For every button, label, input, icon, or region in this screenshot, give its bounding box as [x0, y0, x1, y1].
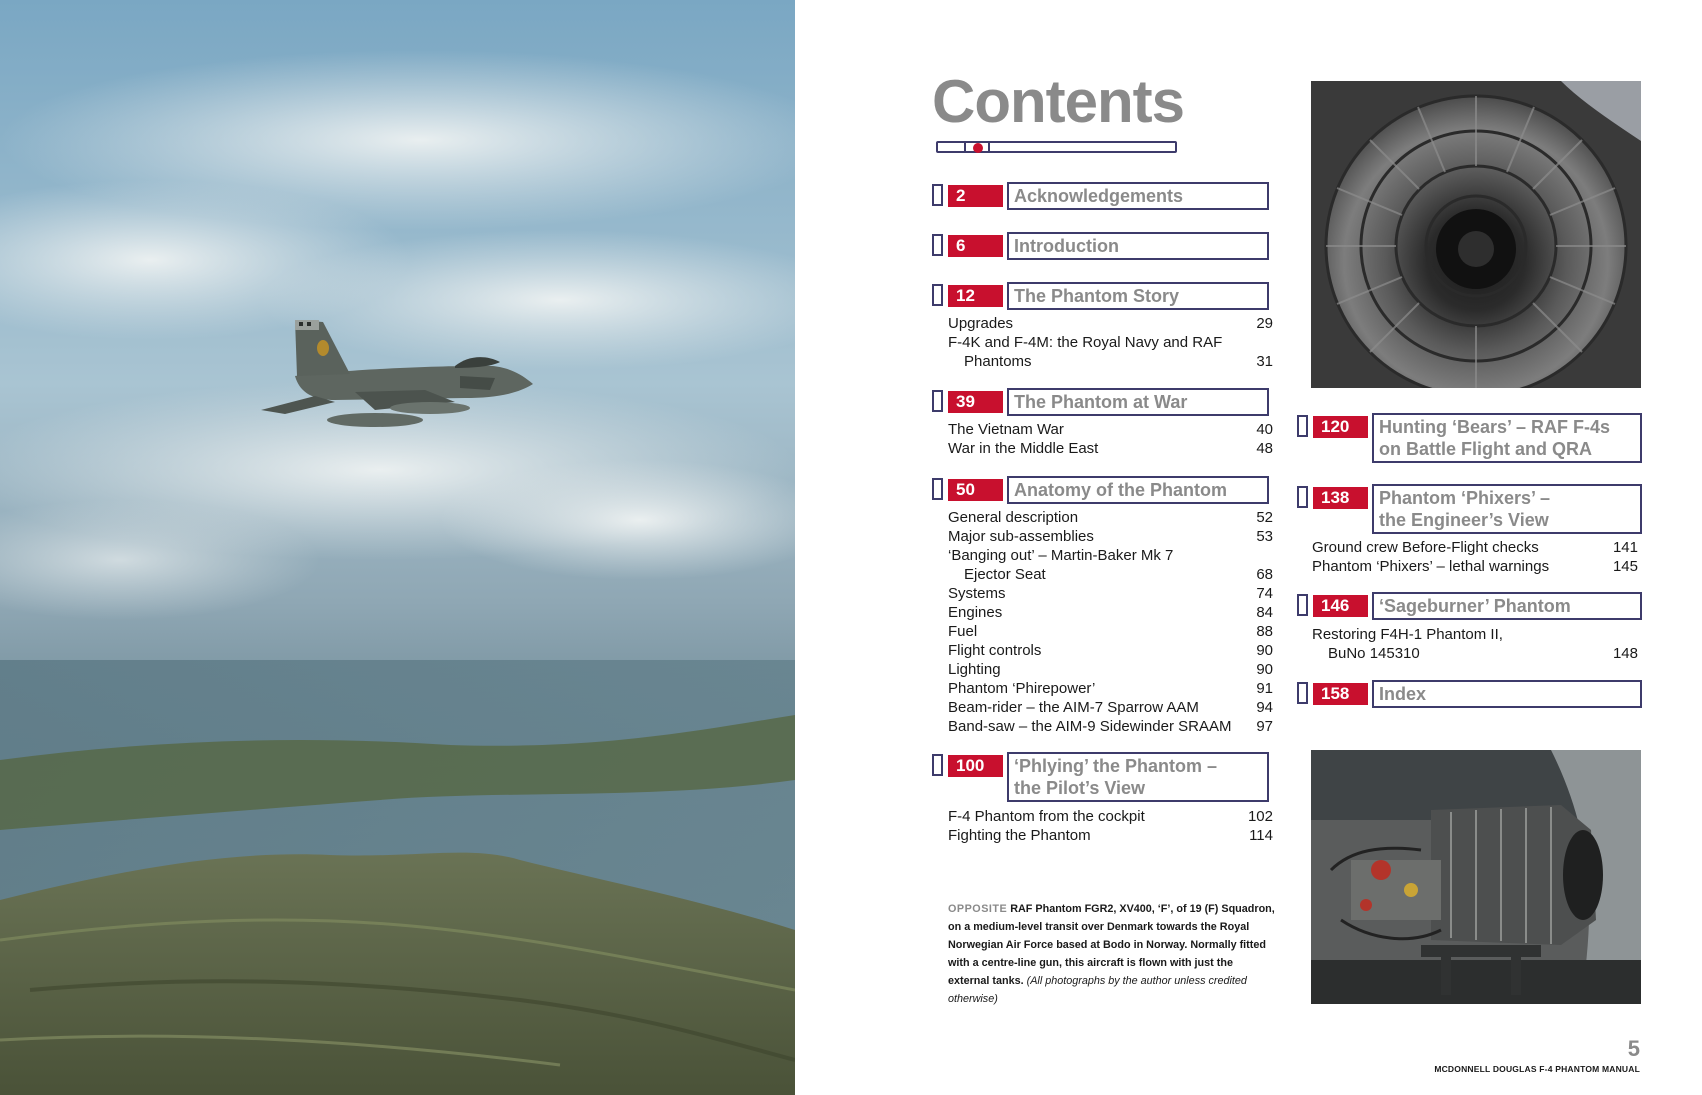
running-head: MCDONNELL DOUGLAS F-4 PHANTOM MANUAL [1434, 1064, 1640, 1074]
chapter-page-number: 120 [1313, 416, 1368, 438]
toc-entry-middle-east[interactable]: War in the Middle East 48 [948, 440, 1273, 457]
chapter-page-number: 158 [1313, 683, 1368, 705]
caption-body: RAF Phantom FGR2, XV400, ‘F’, of 19 (F) Squadron, on a medium-level transit over Denmark towards the Royal Norwegian Air Force based at Bodo in Norway. Normally fitted with a centre-line gun, this aircraft is flown with just the external tanks. [948, 903, 1275, 987]
chapter-page-number: 100 [948, 755, 1003, 777]
chapter-title: Index [1372, 680, 1642, 708]
toc-entry-fighting-the-phantom[interactable]: Fighting the Phantom 114 [948, 827, 1273, 844]
toc-entry-major-sub-assemblies[interactable]: Major sub-assemblies 53 [948, 528, 1273, 545]
toc-entry-flight-controls[interactable]: Flight controls 90 [948, 642, 1273, 659]
page-title: Contents [932, 68, 1184, 135]
chapter-anatomy-of-the-phantom[interactable] [932, 476, 1269, 504]
chapter-phlying-the-phantom[interactable] [932, 752, 1269, 802]
page-number: 5 [1627, 1036, 1640, 1061]
toc-entry-lighting[interactable]: Lighting 90 [948, 661, 1273, 678]
engine-exhaust-photo [1311, 81, 1641, 388]
toc-entry-phirepower[interactable]: Phantom ‘Phirepower’ 91 [948, 680, 1273, 697]
toc-entry-aim9-sidewinder[interactable]: Band-saw – the AIM-9 Sidewinder SRAAM 97 [948, 718, 1273, 735]
toc-entry-before-flight-checks[interactable]: Ground crew Before-Flight checks 141 [1312, 539, 1638, 556]
chapter-title: ‘Sageburner’ Phantom [1372, 592, 1642, 620]
engine-on-stand-photo [1311, 750, 1641, 1004]
chapter-page-number: 2 [948, 185, 1003, 207]
toc-entry-aim7-sparrow[interactable]: Beam-rider – the AIM-7 Sparrow AAM 94 [948, 699, 1273, 716]
toc-entry-upgrades[interactable]: Upgrades 29 [948, 315, 1273, 332]
chapter-acknowledgements[interactable] [932, 182, 1269, 210]
toc-entry-restoring-f4h1[interactable]: Restoring F4H-1 Phantom II, [1312, 626, 1503, 643]
toc-entry-fuel[interactable]: Fuel 88 [948, 623, 1273, 640]
toc-entry-ejector-seat[interactable]: Ejector Seat 68 [964, 566, 1273, 583]
chapter-title: Acknowledgements [1007, 182, 1269, 210]
toc-entry-systems[interactable]: Systems 74 [948, 585, 1273, 602]
phantom-in-flight-photo [0, 0, 795, 1095]
toc-entry-banging-out[interactable]: ‘Banging out’ – Martin-Baker Mk 7 [948, 547, 1174, 564]
photo-caption [948, 900, 1276, 1008]
toc-entry-general-description[interactable]: General description 52 [948, 509, 1273, 526]
red-dot-icon [973, 143, 983, 153]
toc-entry-engines[interactable]: Engines 84 [948, 604, 1273, 621]
caption-credit: (All photographs by the author unless credited otherwise) [948, 975, 1247, 1005]
chapter-page-number: 39 [948, 391, 1003, 413]
chapter-phantom-phixers[interactable] [1297, 484, 1642, 534]
toc-entry-lethal-warnings[interactable]: Phantom ‘Phixers’ – lethal warnings 145 [1312, 558, 1638, 575]
chapter-introduction[interactable] [932, 232, 1269, 260]
toc-entry-from-the-cockpit[interactable]: F-4 Phantom from the cockpit 102 [948, 808, 1273, 825]
chapter-title: Phantom ‘Phixers’ – the Engineer’s View [1372, 484, 1642, 534]
chapter-the-phantom-story[interactable] [932, 282, 1269, 310]
chapter-title: Anatomy of the Phantom [1007, 476, 1269, 504]
toc-entry-f4k-f4m[interactable]: F-4K and F-4M: the Royal Navy and RAF [948, 334, 1223, 351]
chapter-title: Introduction [1007, 232, 1269, 260]
chapter-title: The Phantom Story [1007, 282, 1269, 310]
chapter-the-phantom-at-war[interactable] [932, 388, 1269, 416]
chapter-page-number: 12 [948, 285, 1003, 307]
chapter-page-number: 138 [1313, 487, 1368, 509]
chapter-page-number: 50 [948, 479, 1003, 501]
toc-entry-vietnam-war[interactable]: The Vietnam War 40 [948, 421, 1273, 438]
title-decorative-rule [936, 141, 1177, 153]
chapter-index[interactable] [1297, 680, 1642, 708]
chapter-sageburner-phantom[interactable] [1297, 592, 1642, 620]
chapter-title: The Phantom at War [1007, 388, 1269, 416]
chapter-page-number: 146 [1313, 595, 1368, 617]
toc-entry-buno-145310[interactable]: BuNo 145310 148 [1328, 645, 1638, 662]
caption-lead: OPPOSITE [948, 903, 1008, 915]
chapter-title: ‘Phlying’ the Phantom – the Pilot’s View [1007, 752, 1269, 802]
chapter-title: Hunting ‘Bears’ – RAF F-4s on Battle Flight and QRA [1372, 413, 1642, 463]
toc-entry-f4k-f4m-cont[interactable]: Phantoms 31 [964, 353, 1273, 370]
chapter-hunting-bears[interactable] [1297, 413, 1642, 463]
chapter-page-number: 6 [948, 235, 1003, 257]
